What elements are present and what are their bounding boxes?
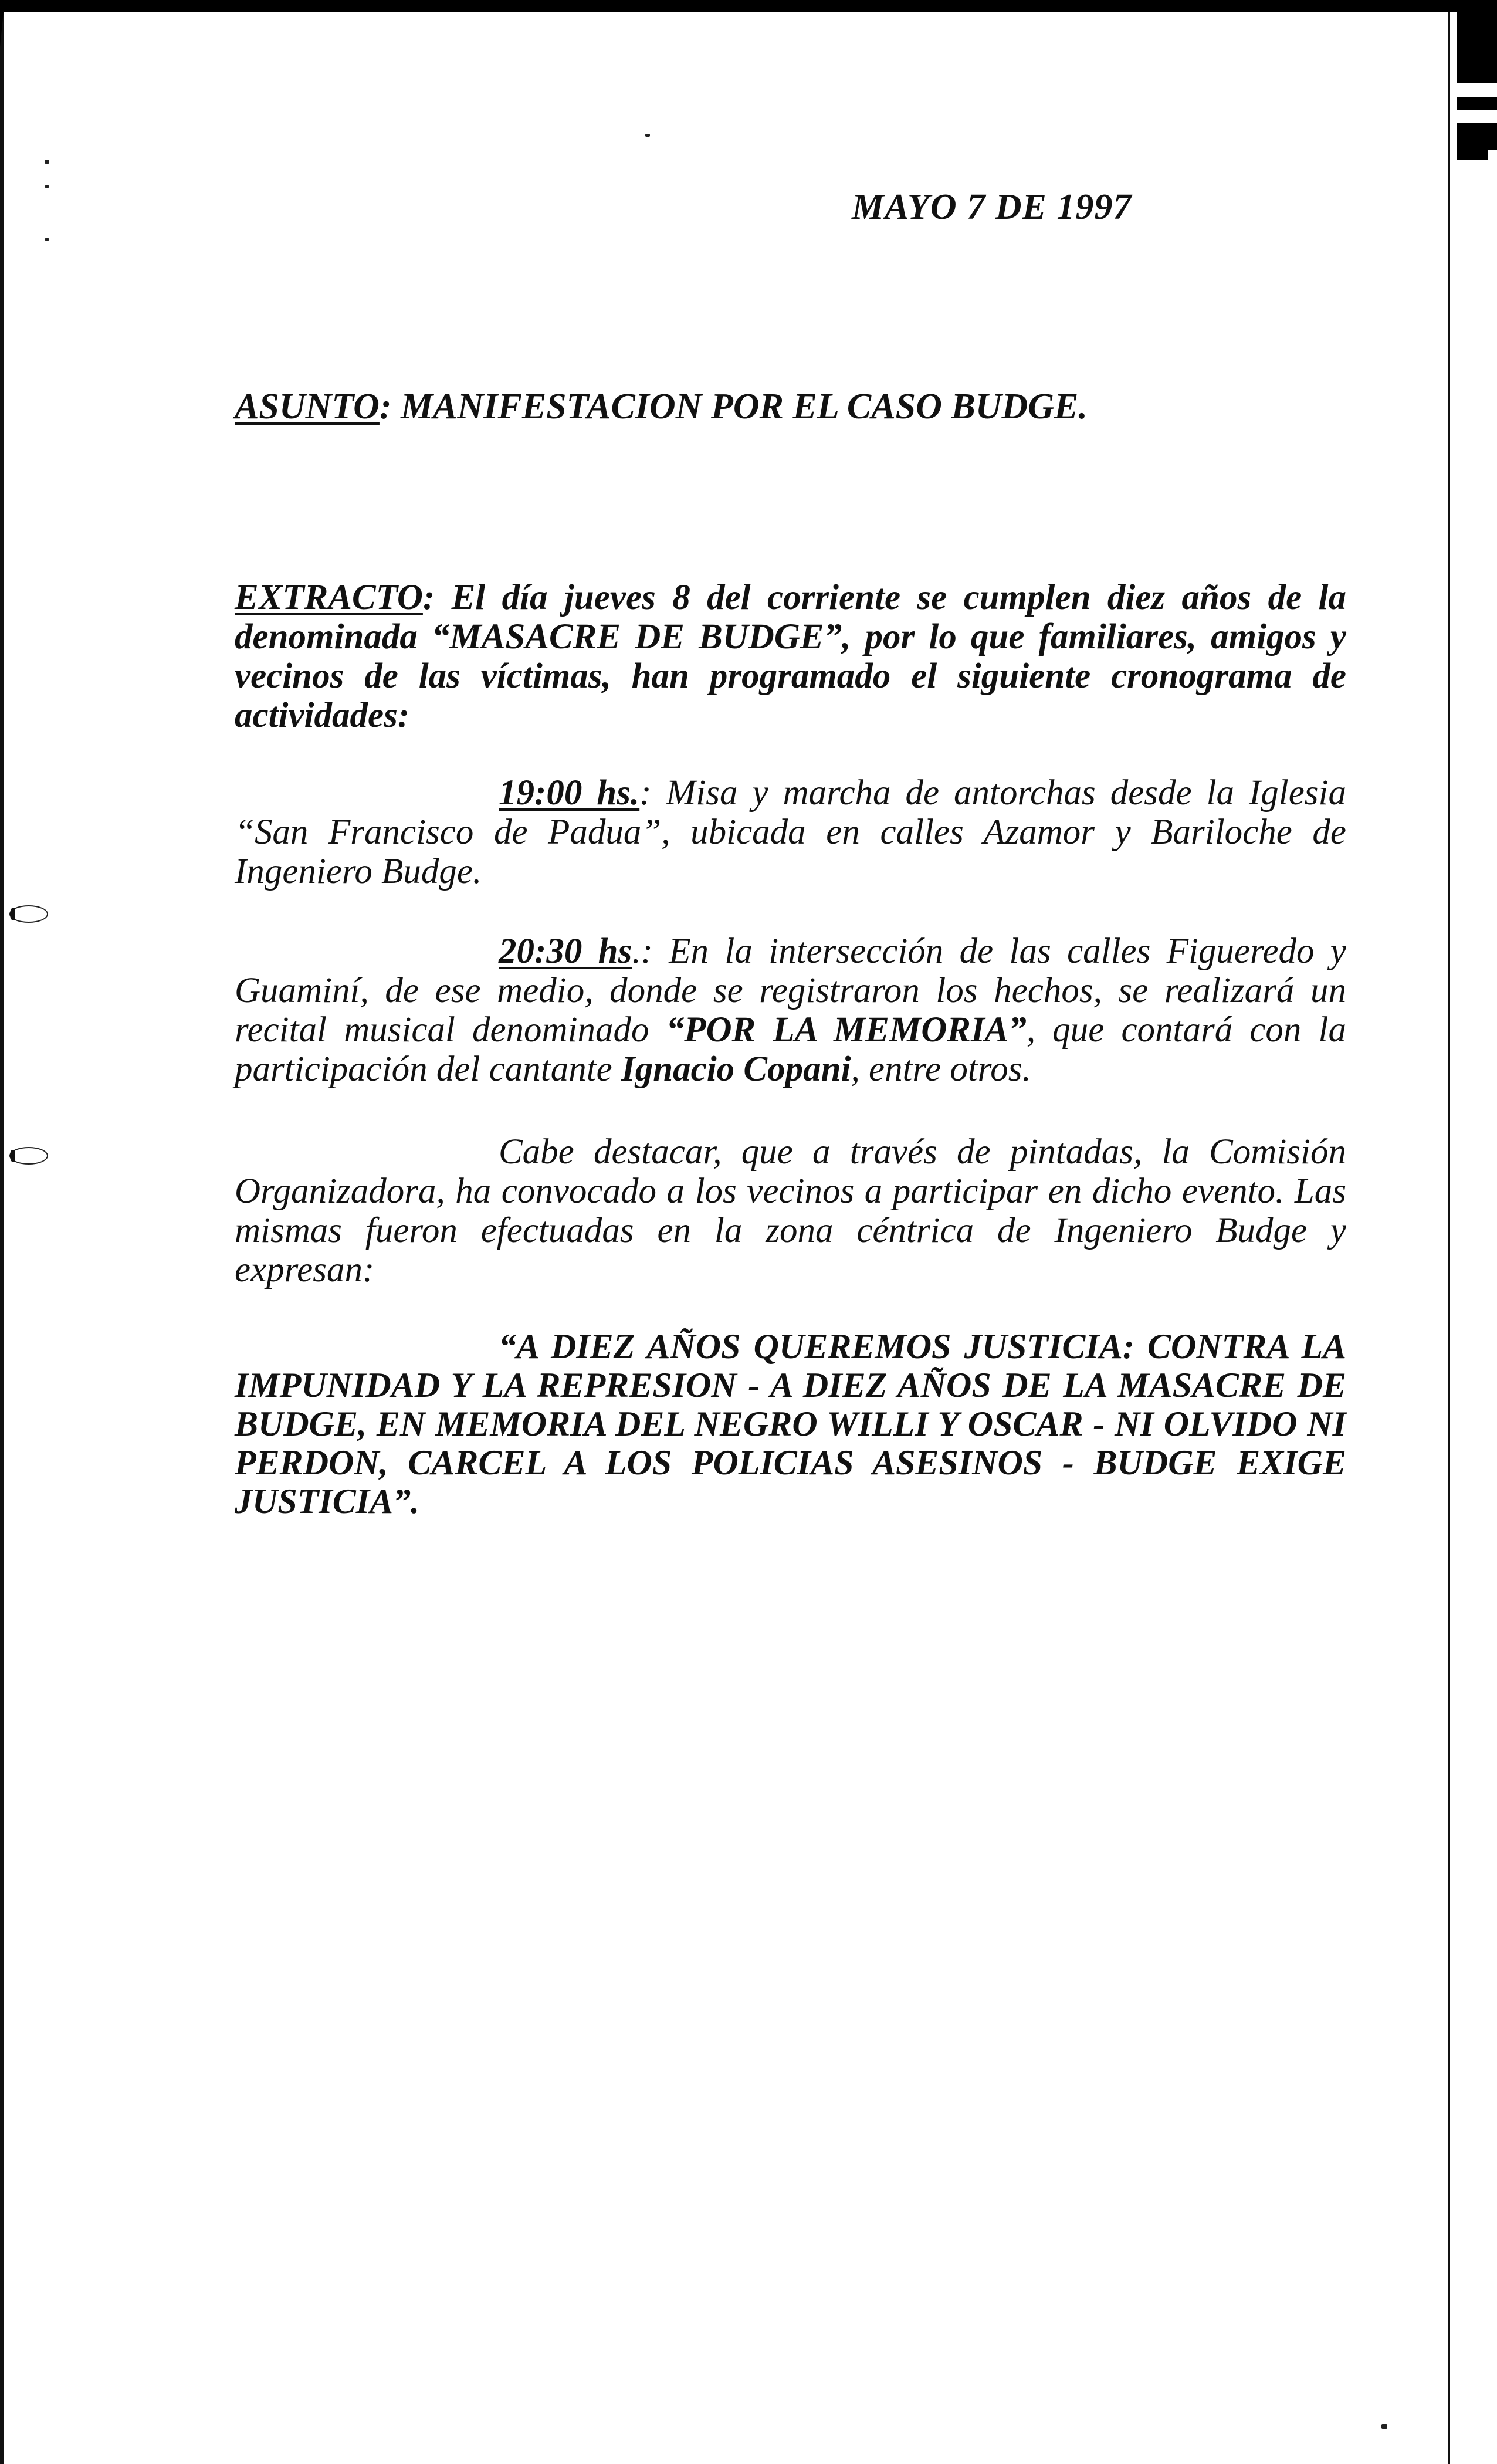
extract-colon: : — [422, 578, 435, 617]
activity-text: , que contará con la participación del cantante — [235, 1010, 1346, 1089]
punch-hole-icon — [9, 905, 48, 923]
scan-top-border — [0, 0, 1497, 12]
note-paragraph — [235, 1132, 1346, 1289]
activity-time: 19:00 hs. — [499, 773, 640, 813]
subject-colon: : — [379, 387, 392, 427]
activity-time: 20:30 hs — [499, 932, 632, 971]
scan-speck — [45, 238, 49, 241]
activity-1900 — [235, 773, 1346, 891]
scan-left-wedge — [0, 0, 5, 47]
activity-text: Misa y marcha de antorchas desde la Iglesia “San Francisco de Padua”, ubicada en calles Azamor y Bariloche de Ingeniero Budge. — [235, 773, 1346, 891]
subject-text: MANIFESTACION POR EL CASO BUDGE. — [391, 387, 1088, 427]
scan-speck — [45, 160, 49, 164]
scan-right-block — [1457, 123, 1497, 150]
scan-speck — [1381, 2424, 1387, 2429]
scan-right-block — [1457, 150, 1488, 160]
graffiti-quote — [235, 1327, 1346, 1521]
subject-line — [235, 386, 1088, 428]
extract-text: El día jueves 8 del corriente se cumplen diez años de la denominada “MASACRE DE BUDGE”, por lo que familiares, amigos y vecinos de las víctimas, han programado el siguiente cronograma de actividades: — [235, 578, 1346, 735]
extract-paragraph — [235, 578, 1346, 735]
scan-right-block — [1457, 97, 1497, 110]
activity-separator: : — [639, 773, 652, 813]
artist-name: Ignacio Copani — [621, 1050, 851, 1089]
quote-text: “A DIEZ AÑOS QUEREMOS JUSTICIA: CONTRA LA IMPUNIDAD Y LA REPRESION - A DIEZ AÑOS DE LA MASACRE DE BUDGE, EN MEMORIA DEL NEGRO WILLI Y OSCAR - NI OLVIDO NI PERDON, CARCEL A LOS POLICIAS ASESINOS - BUDGE EXIGE JUSTICIA”. — [235, 1327, 1346, 1521]
scan-speck — [45, 185, 49, 188]
scan-left-border — [0, 0, 4, 2464]
activity-text: En la intersección de las calles Figueredo y Guaminí, de ese medio, donde se registraron los hechos, se realizará un recital musical denominado — [235, 932, 1346, 1050]
scan-speck — [645, 134, 650, 137]
event-name: “POR LA MEMORIA” — [666, 1010, 1027, 1050]
activity-text: , entre otros. — [851, 1050, 1031, 1089]
activity-separator: .: — [632, 932, 653, 971]
activity-2030 — [235, 932, 1346, 1089]
punch-hole-icon — [9, 1147, 48, 1165]
page-right-edge — [1448, 12, 1450, 2464]
extract-label: EXTRACTO — [235, 578, 423, 617]
subject-label: ASUNTO — [235, 387, 380, 427]
scan-right-block — [1457, 0, 1497, 83]
document-date: MAYO 7 DE 1997 — [852, 187, 1132, 227]
note-text: Cabe destacar, que a través de pintadas, la Comisión Organizadora, ha convocado a los vecinos a participar en dicho evento. Las mismas fueron efectuadas en la zona céntrica de Ingeniero Budge y expresan: — [235, 1132, 1346, 1289]
